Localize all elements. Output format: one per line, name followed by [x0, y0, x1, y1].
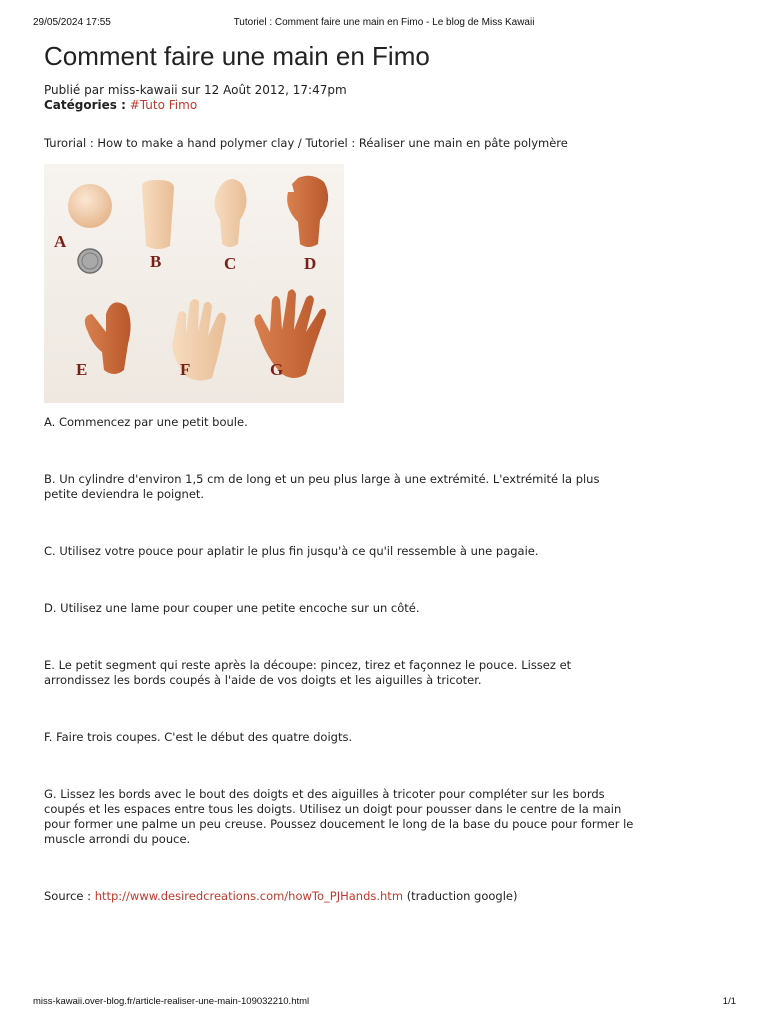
photo-letter-b: B: [150, 252, 162, 271]
clay-ball: [68, 184, 112, 228]
photo-letter-e: E: [76, 360, 88, 379]
step-g: G. Lissez les bords avec le bout des doigts et des aiguilles à tricoter pour compléter sur les bords coupés et les espaces entre tous les doigts. Utilisez un doigt pour pousser dans le centre de la main pour former une palme un peu creuse. Poussez doucement le long de la base du pouce pour former le muscle arrondi du pouce.: [44, 787, 634, 846]
clay-paddle: [214, 179, 246, 247]
print-page-number: 1/1: [722, 996, 736, 1007]
clay-cylinder: [142, 180, 174, 249]
categories-line: [44, 98, 644, 113]
article: [44, 40, 644, 904]
clay-final-hand: [254, 289, 326, 378]
step-f: F. Faire trois coupes. C'est le début des quatre doigts.: [44, 730, 353, 744]
source-line: [44, 889, 644, 904]
clay-mitten: [85, 302, 131, 374]
article-meta: [44, 83, 644, 113]
source-link[interactable]: http://www.desiredcreations.com/howTo_PJHands.htm: [94, 889, 404, 903]
photo-letter-d: D: [304, 254, 317, 273]
photo-letter-a: A: [54, 232, 67, 251]
article-title: Comment faire une main en Fimo: [44, 41, 430, 71]
category-link[interactable]: #Tuto Fimo: [129, 98, 198, 112]
step-d: D. Utilisez une lame pour couper une petite encoche sur un côté.: [44, 601, 420, 615]
article-intro: Turorial : How to make a hand polymer clay / Tutoriel : Réaliser une main en pâte polymère: [44, 136, 568, 150]
step-c: C. Utilisez votre pouce pour aplatir le plus fin jusqu'à ce qu'il ressemble à une pagaie.: [44, 544, 539, 558]
categories-label: Catégories :: [44, 98, 126, 112]
print-date: 29/05/2024 17:55: [33, 17, 111, 28]
print-url: miss-kawaii.over-blog.fr/article-realiser-une-main-109032210.html: [33, 996, 310, 1007]
photo-letter-g: G: [270, 360, 284, 379]
print-footer: [0, 996, 768, 1010]
step-a: A. Commencez par une petit boule.: [44, 415, 248, 429]
source-note: (traduction google): [406, 889, 518, 903]
clay-notched-paddle: [287, 176, 328, 247]
steps-list: [44, 415, 644, 847]
step-e: E. Le petit segment qui reste après la découpe: pincez, tirez et façonnez le pouce. Lissez et arrondissez les bords coupés à l'aide de vos doigts et les aiguilles à tricoter.: [44, 658, 572, 687]
photo-letter-f: F: [180, 360, 191, 379]
step-b: B. Un cylindre d'environ 1,5 cm de long et un peu plus large à une extrémité. L'extrémité la plus petite deviendra le poignet.: [44, 472, 600, 501]
source-label: Source :: [44, 889, 92, 903]
clay-hand-illustration: [44, 164, 344, 403]
print-header: [0, 17, 768, 31]
photo-letter-c: C: [224, 254, 237, 273]
published-line: Publié par miss-kawaii sur 12 Août 2012, 17:47pm: [44, 83, 347, 97]
hand-steps-photo: [44, 164, 344, 403]
print-doc-title: Tutoriel : Comment faire une main en Fimo - Le blog de Miss Kawaii: [233, 17, 535, 28]
